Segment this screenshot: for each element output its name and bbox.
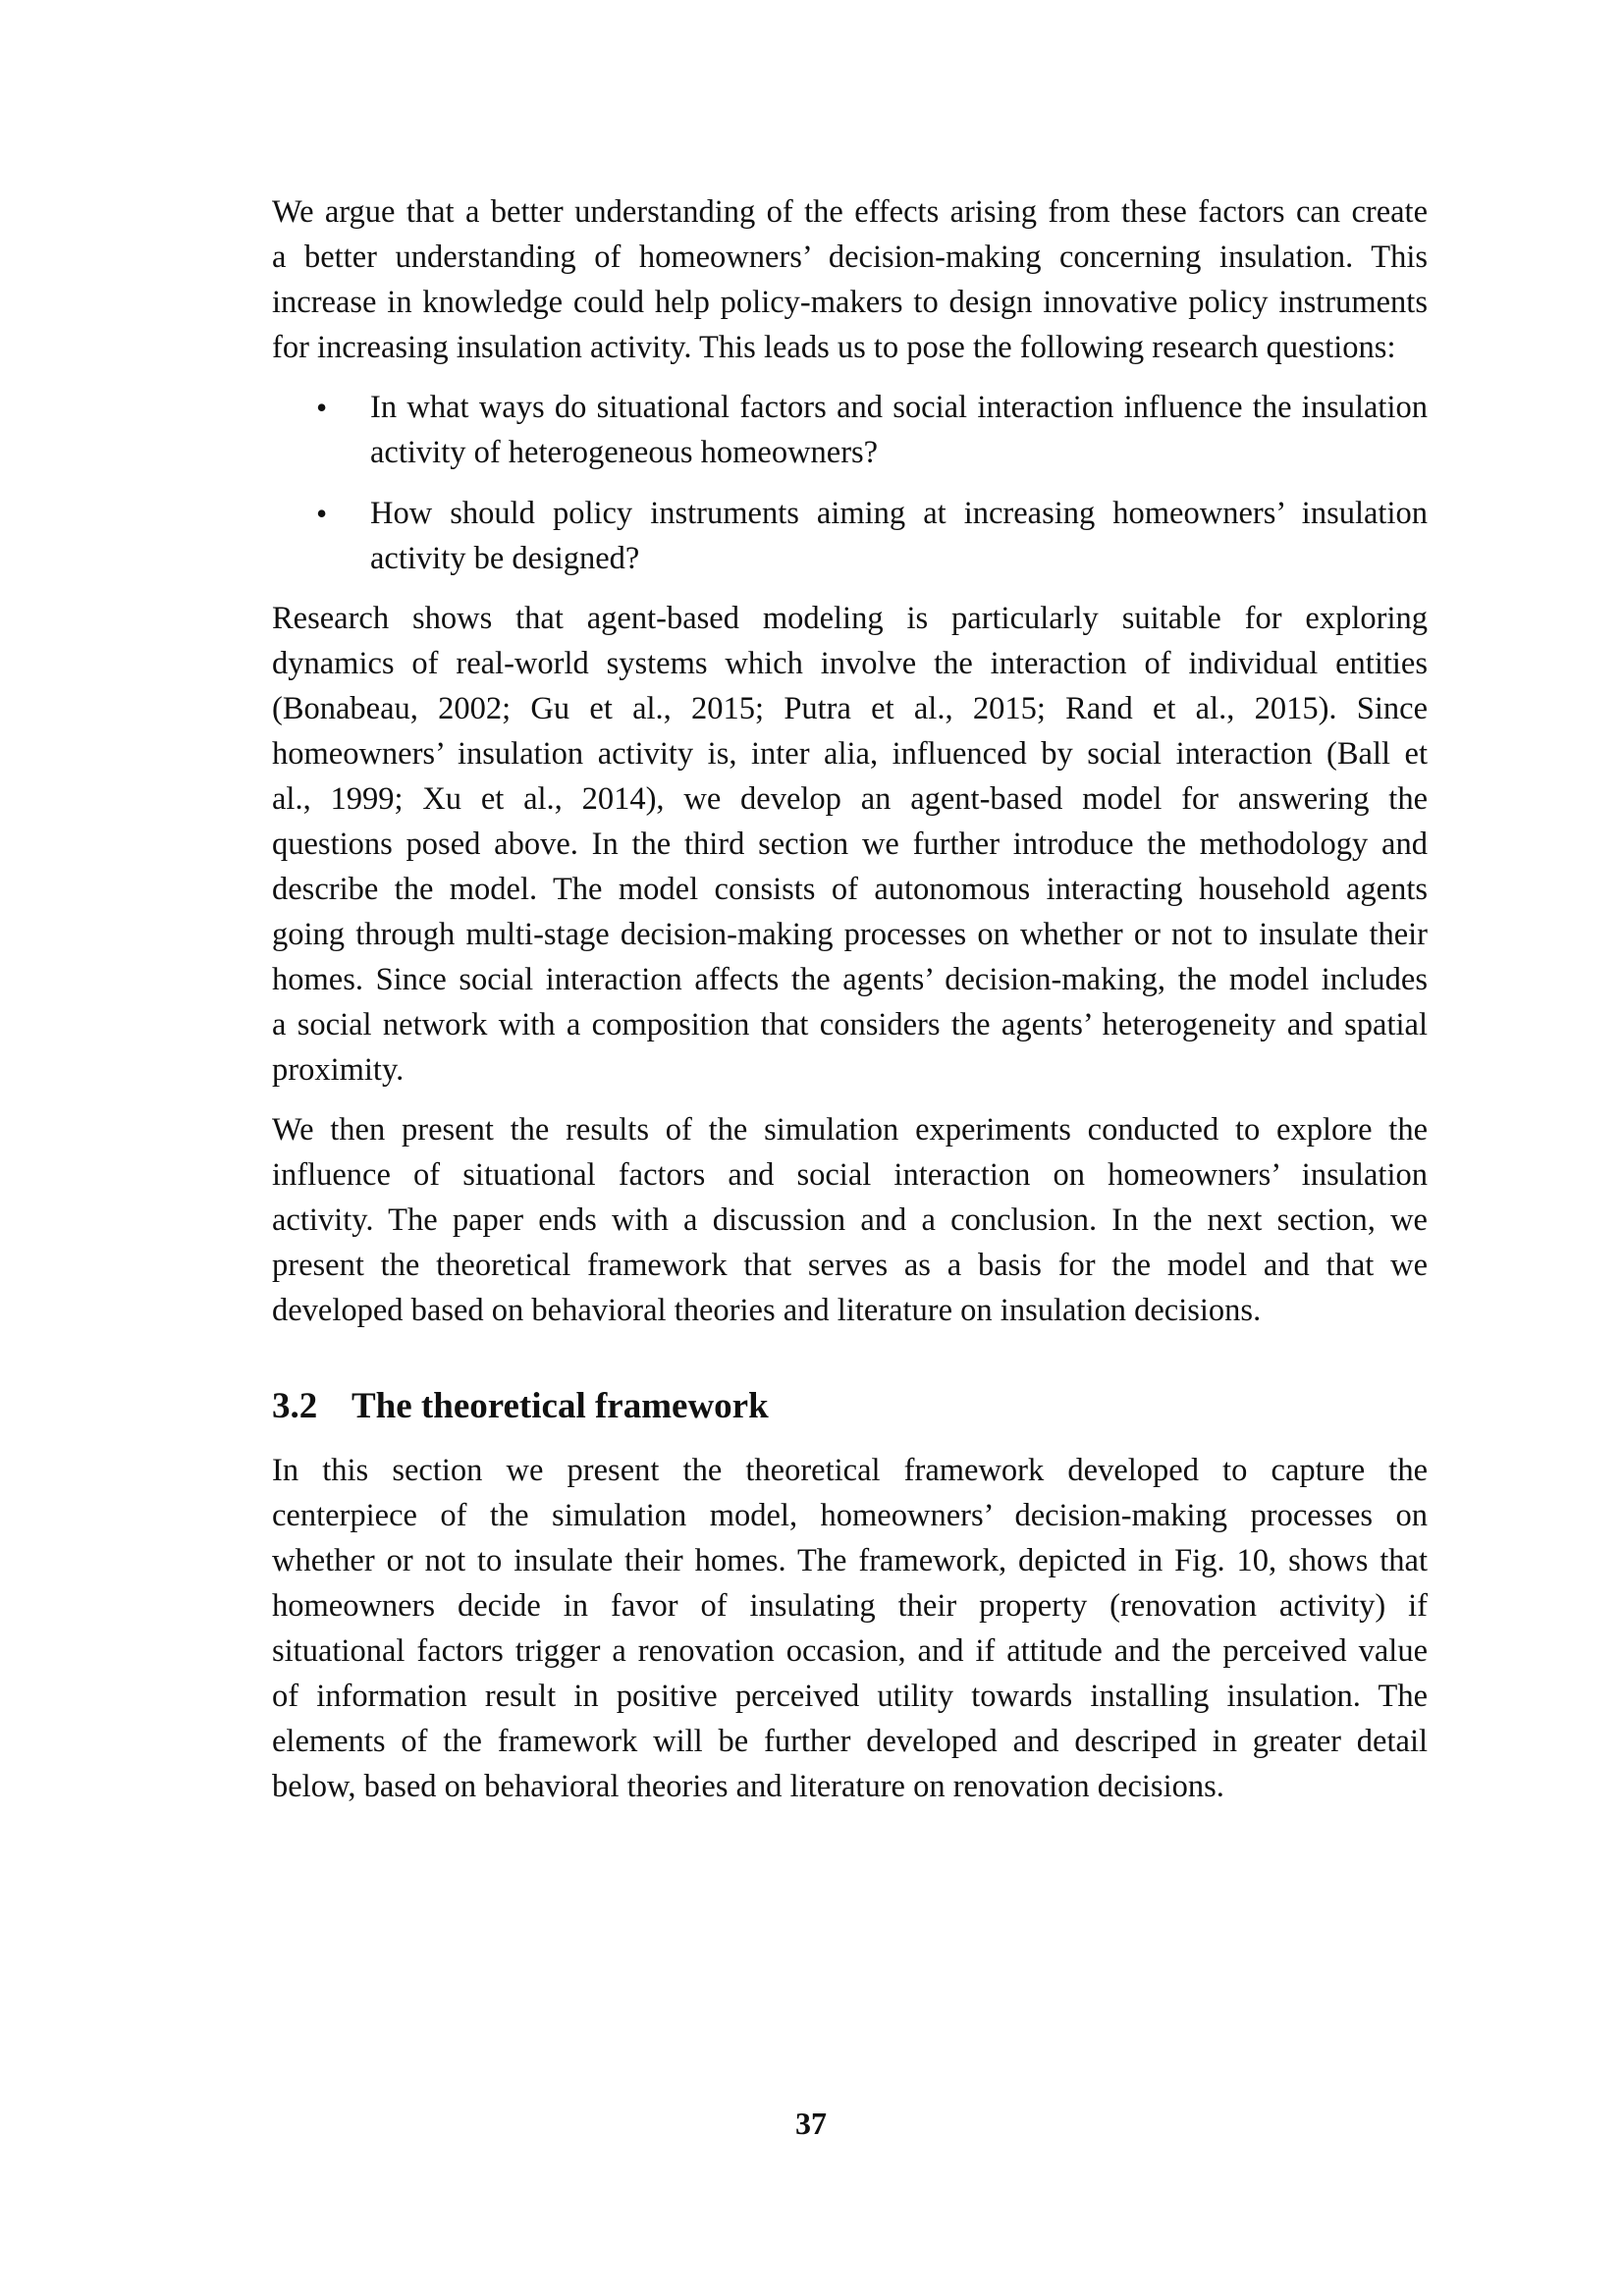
text-line: activity be designed?	[370, 541, 640, 576]
text-line: Research shows that agent-based modeling is particularly suitable for exploring	[272, 601, 1428, 636]
text-line: for increasing insulation activity. This leads us to pose the following research questions:	[272, 330, 1396, 365]
text-line: going through multi-stage decision-making processes on whether or not to insulate their	[272, 917, 1428, 952]
text-line: dynamics of real-world systems which involve the interaction of individual entities	[272, 646, 1428, 681]
text-line: influence of situational factors and social interaction on homeowners’ insulation	[272, 1157, 1428, 1193]
section-title: The theoretical framework	[352, 1386, 769, 1426]
bullet-icon: •	[316, 390, 328, 425]
text-line: proximity.	[272, 1052, 405, 1088]
text-line: We argue that a better understanding of the effects arising from these factors can create	[272, 194, 1428, 230]
text-line: In this section we present the theoretical framework developed to capture the	[272, 1453, 1428, 1488]
text-line: increase in knowledge could help policy-makers to design innovative policy instruments	[272, 285, 1428, 320]
section-number: 3.2	[272, 1386, 318, 1426]
text-line: a social network with a composition that considers the agents’ heterogeneity and spatial	[272, 1007, 1428, 1042]
text-line: of information result in positive perceived utility towards installing insulation. The	[272, 1679, 1428, 1714]
text-line: situational factors trigger a renovation occasion, and if attitude and the perceived value	[272, 1633, 1428, 1669]
text-line: developed based on behavioral theories and literature on insulation decisions.	[272, 1293, 1262, 1328]
text-line: questions posed above. In the third section we further introduce the methodology and	[272, 827, 1428, 862]
text-line: homeowners’ insulation activity is, inter alia, influenced by social interaction (Ball et	[272, 736, 1428, 772]
text-line: We then present the results of the simulation experiments conducted to explore the	[272, 1112, 1428, 1148]
text-line: below, based on behavioral theories and literature on renovation decisions.	[272, 1769, 1224, 1804]
page-number: 37	[795, 2106, 827, 2141]
text-line: homeowners decide in favor of insulating their property (renovation activity) if	[272, 1588, 1428, 1624]
text-line: describe the model. The model consists of autonomous interacting household agents	[272, 872, 1428, 907]
text-line: a better understanding of homeowners’ decision-making concerning insulation. This	[272, 240, 1428, 275]
bullet-icon: •	[316, 496, 328, 531]
text-line: activity. The paper ends with a discussion and a conclusion. In the next section, we	[272, 1202, 1428, 1238]
text-line: homes. Since social interaction affects the agents’ decision-making, the model includes	[272, 962, 1428, 997]
text-line: elements of the framework will be further developed and descriped in greater detail	[272, 1724, 1428, 1759]
text-line: whether or not to insulate their homes. The framework, depicted in Fig. 10, shows that	[272, 1543, 1428, 1578]
text-line: In what ways do situational factors and social interaction influence the insulation	[370, 390, 1428, 425]
text-line: centerpiece of the simulation model, homeowners’ decision-making processes on	[272, 1498, 1428, 1533]
text-line: activity of heterogeneous homeowners?	[370, 435, 879, 470]
text-line: (Bonabeau, 2002; Gu et al., 2015; Putra et al., 2015; Rand et al., 2015). Since	[272, 691, 1428, 726]
text-line: al., 1999; Xu et al., 2014), we develop an agent-based model for answering the	[272, 781, 1428, 817]
text-line: How should policy instruments aiming at increasing homeowners’ insulation	[370, 496, 1428, 531]
text-line: present the theoretical framework that serves as a basis for the model and that we	[272, 1248, 1428, 1283]
